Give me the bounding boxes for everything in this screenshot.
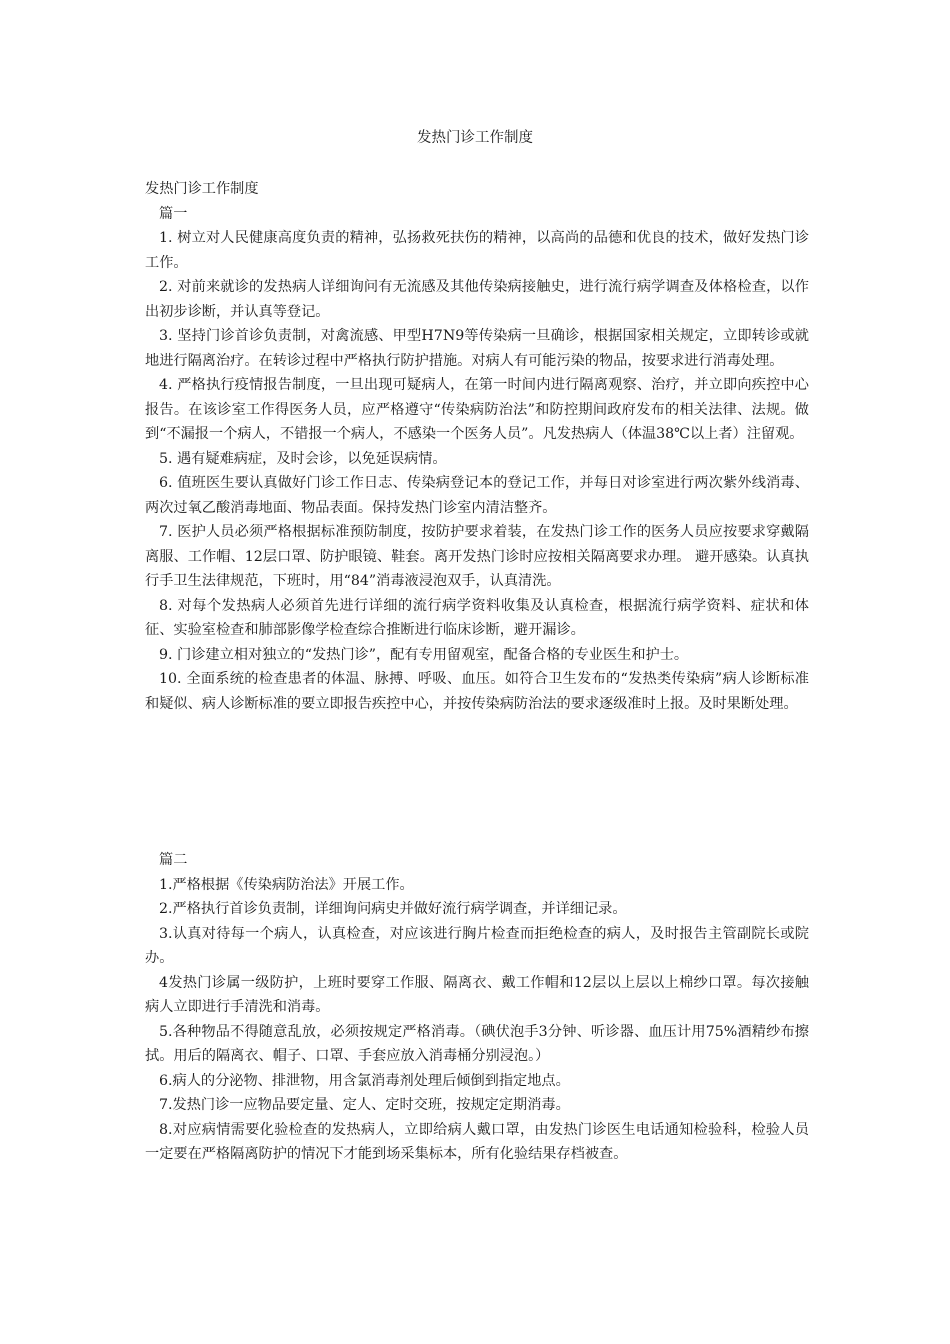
- section-one-part-label: 篇一: [159, 205, 188, 222]
- section-two-item-2: 2.严格执行首诊负责制，详细询问病史并做好流行病学调查，并详细记录。: [159, 901, 627, 917]
- section-two-item-4: 4发热门诊属一级防护，上班时要穿工作服、隔离衣、戴工作帽和12层以上层以上棉纱口罩。每次接触病人立即进行手清洗和消毒。: [145, 974, 809, 1015]
- section-one-item-9: 9. 门诊建立相对独立的“发热门诊”，配有专用留观室，配备合格的专业医生和护士。: [159, 646, 689, 663]
- section-one: [145, 177, 809, 716]
- section-one-item-3: 3. 坚持门诊首诊负责制，对禽流感、甲型H7N9等传染病一旦确诊，根据国家相关规定，立即转诊或就地进行隔离治疗。在转诊过程中严格执行防护措施。对病人有可能污染的物品，按要求进行消毒处理。: [145, 328, 809, 369]
- section-one-subtitle: 发热门诊工作制度: [145, 181, 259, 197]
- section-one-item-7: 7. 医护人员必须严格根据标准预防制度，按防护要求着装，在发热门诊工作的医务人员应按要求穿戴隔离服、工作帽、12层口罩、防护眼镜、鞋套。离开发热门诊时应按相关隔离要求办理。 避开感染。认真执行手卫生法律规范，下班时，用“84”消毒液浸泡双手，认真清洗。: [145, 524, 809, 589]
- section-two-item-5: 5.各种物品不得随意乱放，必须按规定严格消毒。（碘伏泡手3分钟、听诊器、血压计用75%酒精纱布擦拭。用后的隔离衣、帽子、口罩、手套应放入消毒桶分别浸泡。）: [145, 1023, 809, 1064]
- section-one-item-10: 10. 全面系统的检查患者的体温、脉搏、呼吸、血压。如符合卫生发布的“发热类传染病”病人诊断标准和疑似、病人诊断标准的要立即报告疾控中心，并按传染病防治法的要求逐级准时上报。及时果断处理。: [145, 671, 809, 712]
- section-one-item-1: 1. 树立对人民健康高度负责的精神，弘扬救死扶伤的精神，以高尚的品德和优良的技术，做好发热门诊工作。: [145, 230, 809, 271]
- section-one-item-6: 6. 值班医生要认真做好门诊工作日志、传染病登记本的登记工作，并每日对诊室进行两次紫外线消毒、两次过氧乙酸消毒地面、物品表面。保持发热门诊室内清洁整齐。: [145, 475, 809, 516]
- section-one-item-4: 4. 严格执行疫情报告制度，一旦出现可疑病人，在第一时间内进行隔离观察、治疗，并立即向疾控中心报告。在该诊室工作得医务人员，应严格遵守“传染病防治法”和防控期间政府发布的相关法律、法规。做到“不漏报一个病人，不错报一个病人，不感染一个医务人员”。凡发热病人（体温38℃以上者）注留观。: [145, 377, 809, 442]
- section-two-item-3: 3.认真对待每一个病人，认真检查，对应该进行胸片检查而拒绝检查的病人，及时报告主管副院长或院办。: [145, 925, 809, 966]
- section-one-item-2: 2. 对前来就诊的发热病人详细询问有无流感及其他传染病接触史，进行流行病学调查及体格检查，以作出初步诊断，并认真等登记。: [145, 279, 809, 320]
- section-two-item-1: 1.严格根据《传染病防治法》开展工作。: [159, 876, 414, 893]
- section-two-part-label: 篇二: [159, 852, 188, 868]
- document-title: 发热门诊工作制度: [417, 130, 533, 146]
- section-two-item-6: 6.病人的分泌物、排泄物，用含氯消毒剂处理后倾倒到指定地点。: [159, 1072, 570, 1089]
- section-two: [145, 848, 809, 1167]
- section-one-item-8: 8. 对每个发热病人必须首先进行详细的流行病学资料收集及认真检查，根据流行病学资料、症状和体征、实验室检查和肺部影像学检查综合推断进行临床诊断，避开漏诊。: [145, 597, 809, 638]
- section-two-item-7: 7.发热门诊一应物品要定量、定人、定时交班，按规定定期消毒。: [159, 1097, 570, 1113]
- section-one-item-5: 5. 遇有疑难病症，及时会诊，以免延误病情。: [159, 450, 447, 467]
- section-two-item-8: 8.对应病情需要化验检查的发热病人，立即给病人戴口罩，由发热门诊医生电话通知检验科，检验人员一定要在严格隔离防护的情况下才能到场采集标本，所有化验结果存档被查。: [145, 1121, 809, 1162]
